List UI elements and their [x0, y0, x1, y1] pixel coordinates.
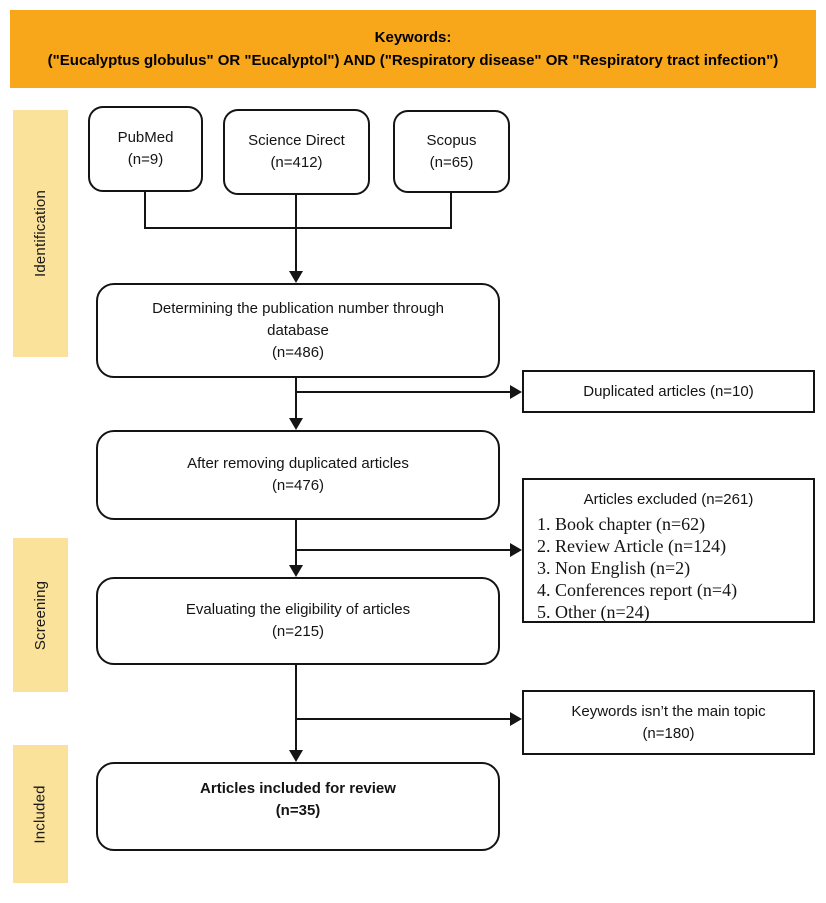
- arrowhead-right-icon: [510, 543, 522, 557]
- exclusion-box-articles-excluded: [522, 478, 815, 623]
- stage-band-identification: [13, 110, 68, 357]
- determining-count: (n=486): [271, 343, 325, 361]
- arrowhead-down-icon: [289, 418, 303, 430]
- included-line1: Articles included for review: [200, 779, 396, 797]
- keywords-topic-count: (n=180): [642, 724, 695, 742]
- arrowhead-down-icon: [289, 565, 303, 577]
- excluded-item: 5. Other (n=24): [537, 602, 650, 622]
- connector-line: [296, 549, 510, 551]
- after-removing-count: (n=476): [271, 477, 325, 494]
- source-box-pubmed: [88, 106, 203, 192]
- flow-box-after-removing: [96, 430, 500, 520]
- connector-line: [144, 192, 146, 228]
- source-box-science-direct: [223, 109, 370, 195]
- duplicated-label: Duplicated articles (n=10): [583, 382, 754, 400]
- connector-line: [144, 227, 452, 229]
- arrowhead-down-icon: [289, 271, 303, 283]
- determining-line2: database: [267, 321, 329, 339]
- stage-label-screening: Screening: [32, 580, 50, 650]
- stage-label-identification: Identification: [32, 189, 49, 278]
- keywords-topic-line1: Keywords isn’t the main topic: [571, 702, 766, 720]
- banner-title: Keywords:: [374, 29, 452, 46]
- determining-line1: Determining the publication number through: [152, 299, 444, 317]
- arrowhead-down-icon: [289, 750, 303, 762]
- flow-box-included: [96, 762, 500, 851]
- source-name-science-direct: Science Direct: [248, 132, 345, 149]
- source-count-science-direct: (n=412): [270, 154, 323, 171]
- exclusion-box-keywords-topic: [522, 690, 815, 755]
- source-name-scopus: Scopus: [426, 131, 477, 149]
- keywords-banner: [10, 10, 816, 88]
- connector-line: [296, 718, 510, 720]
- stage-band-included: [13, 745, 68, 883]
- flow-box-determining: [96, 283, 500, 378]
- exclusion-box-duplicated: [522, 370, 815, 413]
- connector-line: [295, 378, 297, 418]
- source-box-scopus: [393, 110, 510, 193]
- flow-box-evaluating: [96, 577, 500, 665]
- excluded-title: Articles excluded (n=261): [583, 491, 754, 508]
- after-removing-line1: After removing duplicated articles: [187, 455, 409, 472]
- source-count-pubmed: (n=9): [127, 151, 164, 168]
- source-count-scopus: (n=65): [429, 153, 474, 171]
- stage-band-screening: [13, 538, 68, 692]
- connector-line: [296, 391, 510, 393]
- connector-line: [295, 229, 297, 272]
- source-name-pubmed: PubMed: [117, 129, 174, 146]
- evaluating-count: (n=215): [271, 623, 325, 640]
- excluded-item: 2. Review Article (n=124): [537, 536, 727, 556]
- connector-line: [295, 665, 297, 750]
- connector-line: [295, 195, 297, 228]
- excluded-item: 1. Book chapter (n=62): [537, 514, 706, 534]
- stage-label-included: Included: [32, 784, 49, 844]
- included-count: (n=35): [275, 801, 321, 819]
- arrowhead-right-icon: [510, 385, 522, 399]
- excluded-list: [524, 513, 737, 623]
- excluded-item: 4. Conferences report (n=4): [537, 580, 738, 600]
- connector-line: [450, 193, 452, 228]
- arrowhead-right-icon: [510, 712, 522, 726]
- connector-line: [295, 520, 297, 565]
- banner-query: ("Eucalyptus globulus" OR "Eucalyptol") AND ("Respiratory disease" OR "Respiratory tract infection"): [47, 52, 779, 69]
- excluded-item: 3. Non English (n=2): [537, 558, 691, 578]
- evaluating-line1: Evaluating the eligibility of articles: [185, 601, 411, 618]
